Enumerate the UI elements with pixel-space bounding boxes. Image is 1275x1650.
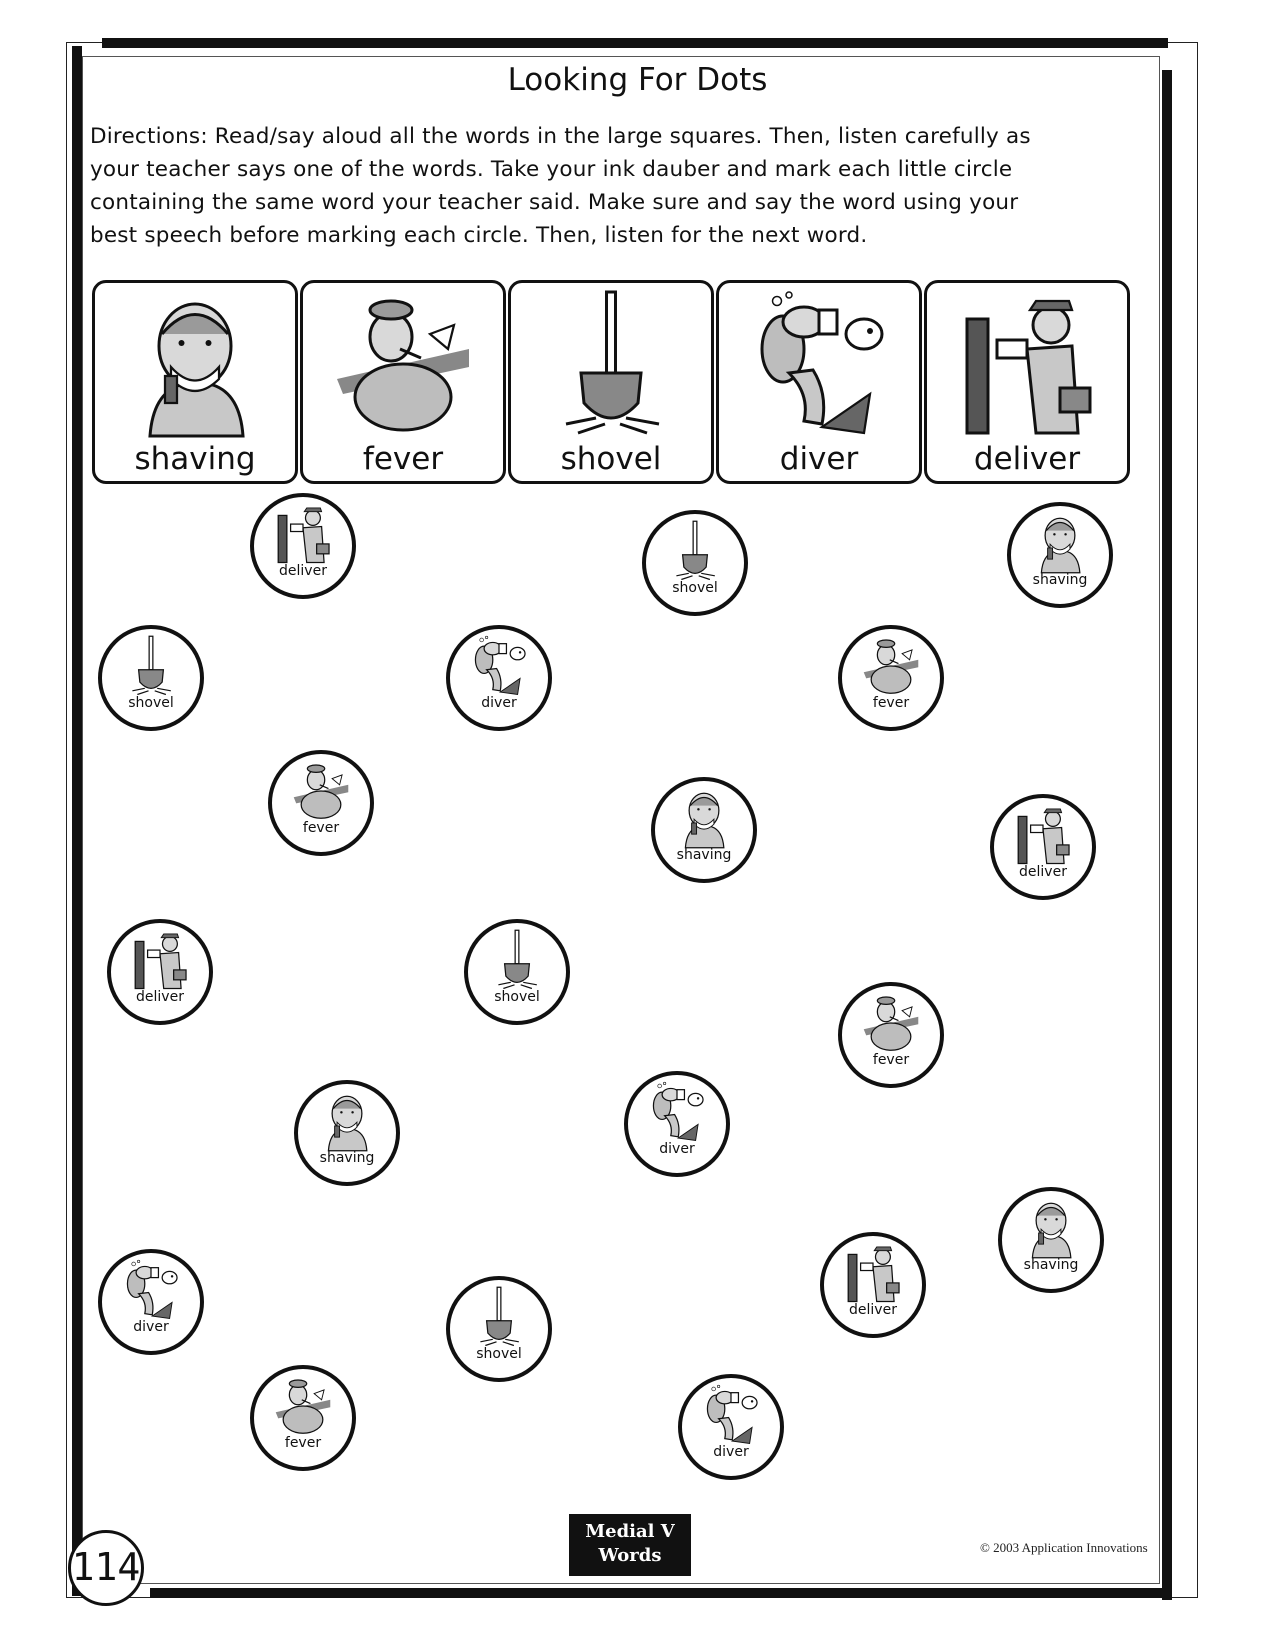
dot-fever[interactable] xyxy=(250,1365,356,1471)
dot-deliver[interactable] xyxy=(250,493,356,599)
page-title: Looking For Dots xyxy=(507,62,768,98)
dot-diver[interactable] xyxy=(624,1071,730,1177)
dot-word: diver xyxy=(133,1319,169,1335)
frame-left-bar xyxy=(72,46,82,1596)
dot-diver[interactable] xyxy=(446,625,552,731)
dot-word: diver xyxy=(713,1444,749,1460)
dot-word: diver xyxy=(659,1141,695,1157)
dot-shovel[interactable] xyxy=(464,919,570,1025)
page-number: 114 xyxy=(68,1530,144,1606)
dot-shaving[interactable] xyxy=(294,1080,400,1186)
word-card-deliver[interactable] xyxy=(924,280,1130,484)
dot-word: deliver xyxy=(279,563,327,579)
dot-shovel[interactable] xyxy=(446,1276,552,1382)
directions-line: Directions: Read/say aloud all the words in the large squares. Then, listen carefully as xyxy=(90,124,1031,149)
dot-word: shaving xyxy=(1032,572,1088,588)
dot-word: shovel xyxy=(476,1346,522,1362)
dot-fever[interactable] xyxy=(838,625,944,731)
dot-word: deliver xyxy=(849,1302,897,1318)
word-card-fever[interactable] xyxy=(300,280,506,484)
directions-line: containing the same word your teacher said. Make sure and say the word using your xyxy=(90,190,1019,215)
dot-word: fever xyxy=(872,1052,910,1068)
card-word: shaving xyxy=(134,441,256,477)
dot-shaving[interactable] xyxy=(1007,502,1113,608)
dot-word: shovel xyxy=(128,695,174,711)
dot-word: diver xyxy=(481,695,517,711)
word-card-diver[interactable] xyxy=(716,280,922,484)
word-card-shovel[interactable] xyxy=(508,280,714,484)
directions xyxy=(90,120,1180,252)
dot-diver[interactable] xyxy=(98,1249,204,1355)
dot-word: shaving xyxy=(319,1150,375,1166)
card-word: shovel xyxy=(560,441,662,477)
dot-word: deliver xyxy=(1019,864,1067,880)
dot-word: shovel xyxy=(672,580,718,596)
directions-line: your teacher says one of the words. Take your ink dauber and mark each little circle xyxy=(90,157,1013,182)
directions-line: best speech before marking each circle. Then, listen for the next word. xyxy=(90,223,868,248)
card-word: deliver xyxy=(973,441,1081,477)
dot-word: shaving xyxy=(1023,1257,1079,1273)
dot-word: deliver xyxy=(136,989,184,1005)
dot-word: shaving xyxy=(676,847,732,863)
section-label-box xyxy=(569,1514,691,1576)
card-word: fever xyxy=(362,441,444,477)
dot-deliver[interactable] xyxy=(990,794,1096,900)
word-card-shaving[interactable] xyxy=(92,280,298,484)
frame-top-bar xyxy=(102,38,1168,48)
copyright: © 2003 Application Innovations xyxy=(980,1540,1148,1555)
word-cards xyxy=(92,280,1184,490)
dot-shovel[interactable] xyxy=(642,510,748,616)
dot-word: fever xyxy=(872,695,910,711)
frame-bottom-bar xyxy=(150,1588,1172,1598)
dot-diver[interactable] xyxy=(678,1374,784,1480)
dot-deliver[interactable] xyxy=(107,919,213,1025)
dot-shaving[interactable] xyxy=(998,1187,1104,1293)
dot-word: fever xyxy=(302,820,340,836)
card-word: diver xyxy=(779,441,859,477)
dot-word: fever xyxy=(284,1435,322,1451)
dot-deliver[interactable] xyxy=(820,1232,926,1338)
dot-fever[interactable] xyxy=(838,982,944,1088)
section-label-line: Medial V xyxy=(585,1521,675,1542)
dot-shovel[interactable] xyxy=(98,625,204,731)
dot-shaving[interactable] xyxy=(651,777,757,883)
dot-fever[interactable] xyxy=(268,750,374,856)
dot-word: shovel xyxy=(494,989,540,1005)
section-label-line: Words xyxy=(598,1545,662,1566)
